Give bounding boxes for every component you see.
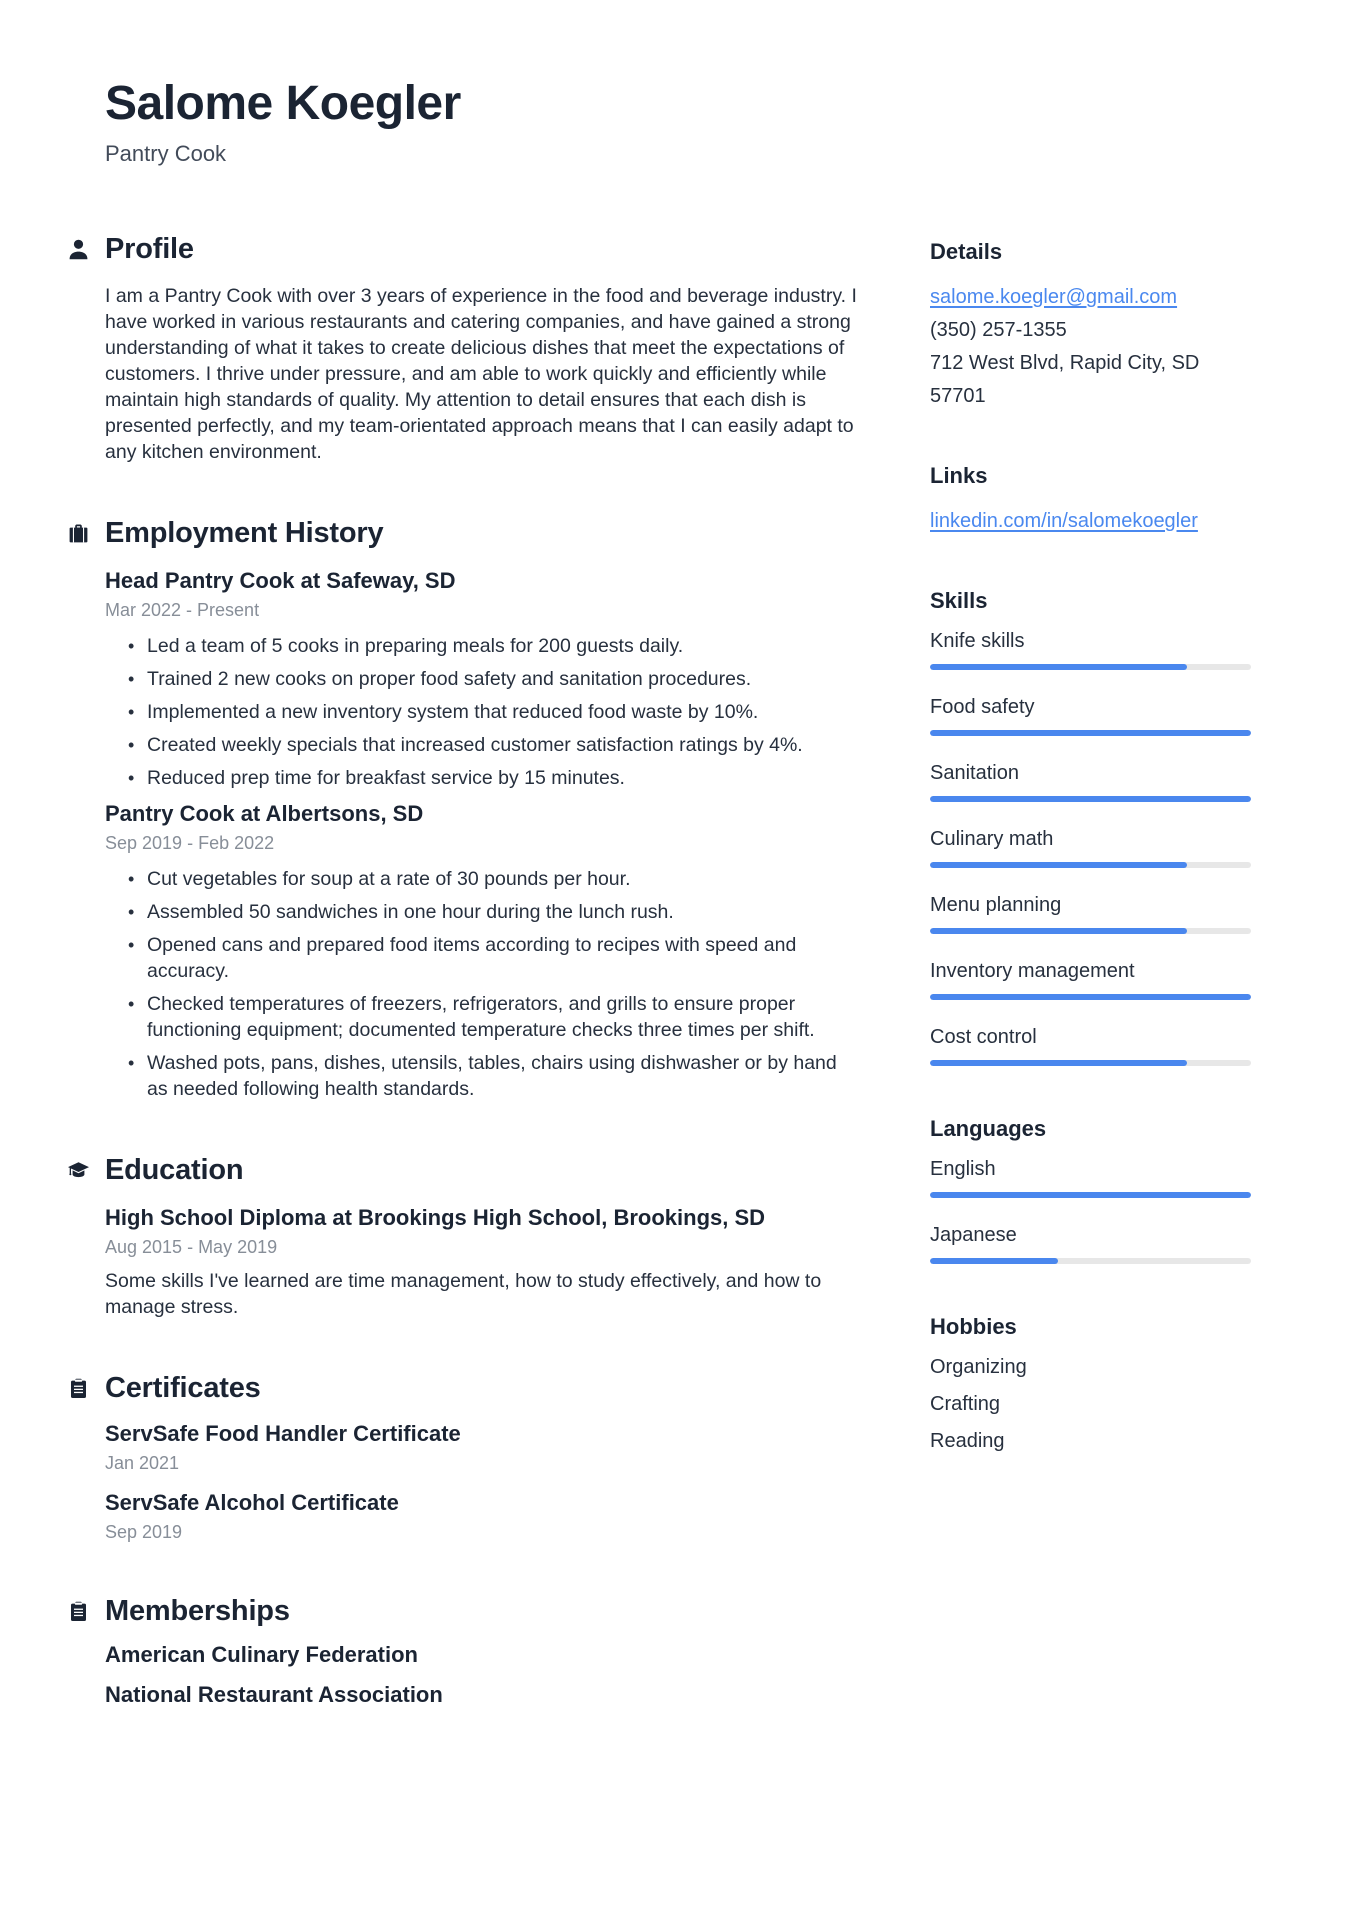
job-entry: [105, 568, 860, 791]
language-bar-track: [930, 1258, 1251, 1264]
phone-number: (350) 257-1355: [930, 318, 1067, 341]
skill-item: [930, 828, 1251, 868]
skill-bar-track: [930, 664, 1251, 670]
education-section-header: [67, 1154, 860, 1187]
language-bar-fill: [930, 1258, 1058, 1264]
skills-heading: Skills: [930, 587, 988, 613]
language-item: [930, 1224, 1251, 1264]
skill-label: Cost control: [930, 1025, 1037, 1048]
certificate-name: ServSafe Food Handler Certificate: [105, 1420, 461, 1446]
certificates-heading: Certificates: [105, 1371, 261, 1404]
job-bullet: • Opened cans and prepared food items according to recipes with speed and accuracy.: [147, 932, 860, 984]
certificates-section: [105, 1372, 860, 1543]
clipboard-icon: [67, 1377, 90, 1400]
skill-item: [930, 630, 1251, 670]
hobby-entry: Reading: [930, 1429, 1005, 1452]
employment-heading: Employment History: [105, 516, 384, 549]
job-entry: [105, 801, 860, 1102]
skill-bar-fill: [930, 994, 1251, 1000]
memberships-heading: Memberships: [105, 1594, 290, 1627]
certificate-entry: [105, 1490, 860, 1543]
profile-text: I am a Pantry Cook with over 3 years of experience in the food and beverage industry. I have worked in various restaurants and catering companies, and have gained a strong understanding of what it takes to create delicious dishes that meet the expectations of customers. I thrive under pressure, and am able to work quickly and efficiently while maintain high standards of quality. My attention to detail ensures that each dish is presented perfectly, and my team-orientated approach means that I can easily adapt to any kitchen environment.: [105, 284, 857, 463]
profile-section: [105, 233, 860, 465]
membership-entry: National Restaurant Association: [105, 1681, 443, 1707]
job-title: Pantry Cook at Albertsons, SD: [105, 800, 424, 826]
skill-label: Inventory management: [930, 959, 1135, 982]
certificate-name: ServSafe Alcohol Certificate: [105, 1489, 399, 1515]
employment-section: [105, 517, 860, 1102]
skill-item: [930, 762, 1251, 802]
skill-bar-track: [930, 796, 1251, 802]
email-link[interactable]: salome.koegler@gmail.com: [930, 285, 1178, 308]
language-bar-fill: [930, 1192, 1251, 1198]
job-bullet-list: [105, 633, 860, 791]
language-label: Japanese: [930, 1223, 1017, 1246]
briefcase-icon: [67, 522, 90, 545]
skill-bar-fill: [930, 862, 1187, 868]
job-bullet: • Reduced prep time for breakfast service by 15 minutes.: [147, 765, 860, 791]
skill-label: Culinary math: [930, 827, 1054, 850]
education-section: [105, 1154, 860, 1320]
hobby-entry: Organizing: [930, 1355, 1027, 1378]
job-bullet: • Led a team of 5 cooks in preparing meals for 200 guests daily.: [147, 633, 860, 659]
links-heading: Links: [930, 462, 988, 488]
skill-item: [930, 696, 1251, 736]
certificates-section-header: [67, 1372, 860, 1405]
job-bullet: • Trained 2 new cooks on proper food safety and sanitation procedures.: [147, 666, 860, 692]
skill-bar-fill: [930, 664, 1187, 670]
candidate-job-title: Pantry Cook: [105, 140, 227, 166]
job-bullet: • Cut vegetables for soup at a rate of 30 pounds per hour.: [147, 866, 860, 892]
linkedin-link[interactable]: linkedin.com/in/salomekoegler: [930, 509, 1198, 532]
certificate-entry: [105, 1421, 860, 1474]
skill-item: [930, 960, 1251, 1000]
skill-bar-fill: [930, 730, 1251, 736]
job-bullet: • Created weekly specials that increased customer satisfaction ratings by 4%.: [147, 732, 860, 758]
clipboard-icon: [67, 1600, 90, 1623]
skill-label: Knife skills: [930, 629, 1025, 652]
memberships-section: [105, 1595, 860, 1708]
sidebar: [930, 233, 1251, 1760]
languages-block: [930, 1116, 1251, 1264]
education-entry: [105, 1205, 860, 1320]
hobby-entry: Crafting: [930, 1392, 1001, 1415]
hobbies-block: [930, 1314, 1251, 1453]
job-dates: Mar 2022 - Present: [105, 599, 260, 620]
job-title: Head Pantry Cook at Safeway, SD: [105, 567, 456, 593]
skills-block: [930, 588, 1251, 1066]
skill-label: Menu planning: [930, 893, 1062, 916]
job-bullet-list: [105, 866, 860, 1102]
skill-bar-fill: [930, 928, 1187, 934]
profile-heading: Profile: [105, 232, 194, 265]
content-columns: [0, 233, 1366, 1760]
language-item: [930, 1158, 1251, 1198]
skill-bar-fill: [930, 796, 1251, 802]
job-bullet: • Checked temperatures of freezers, refrigerators, and grills to ensure proper functioning equipment; documented temperature checks three times per shift.: [147, 991, 860, 1043]
employment-section-header: [67, 517, 860, 550]
language-label: English: [930, 1157, 996, 1180]
education-heading: Education: [105, 1153, 244, 1186]
main-column: [105, 233, 860, 1760]
hobbies-heading: Hobbies: [930, 1313, 1017, 1339]
languages-heading: Languages: [930, 1115, 1047, 1141]
education-dates: Aug 2015 - May 2019: [105, 1236, 278, 1257]
job-bullet: • Implemented a new inventory system that reduced food waste by 10%.: [147, 699, 860, 725]
skill-item: [930, 894, 1251, 934]
membership-entry: American Culinary Federation: [105, 1641, 418, 1667]
skill-bar-track: [930, 730, 1251, 736]
profile-section-header: [67, 233, 860, 266]
education-description: Some skills I've learned are time management, how to study effectively, and how to manage stress.: [105, 1269, 822, 1318]
language-bar-track: [930, 1192, 1251, 1198]
person-icon: [67, 238, 90, 261]
skill-bar-track: [930, 928, 1251, 934]
resume-header: [0, 78, 1366, 167]
education-degree: High School Diploma at Brookings High School, Brookings, SD: [105, 1204, 766, 1230]
skill-bar-track: [930, 862, 1251, 868]
skill-label: Food safety: [930, 695, 1035, 718]
job-bullet: • Washed pots, pans, dishes, utensils, tables, chairs using dishwasher or by hand as needed following health standards.: [147, 1050, 860, 1102]
certificate-date: Jan 2021: [105, 1452, 180, 1473]
links-block: [930, 463, 1251, 538]
memberships-section-header: [67, 1595, 860, 1628]
postal-address: 712 West Blvd, Rapid City, SD 57701: [930, 351, 1200, 407]
skill-bar-track: [930, 1060, 1251, 1066]
candidate-name: Salome Koegler: [105, 77, 461, 130]
details-block: [930, 239, 1251, 413]
skill-bar-fill: [930, 1060, 1187, 1066]
job-dates: Sep 2019 - Feb 2022: [105, 832, 275, 853]
graduation-cap-icon: [67, 1159, 90, 1182]
skill-item: [930, 1026, 1251, 1066]
job-bullet: • Assembled 50 sandwiches in one hour during the lunch rush.: [147, 899, 860, 925]
certificate-date: Sep 2019: [105, 1521, 183, 1542]
skill-label: Sanitation: [930, 761, 1019, 784]
details-heading: Details: [930, 238, 1003, 264]
skill-bar-track: [930, 994, 1251, 1000]
